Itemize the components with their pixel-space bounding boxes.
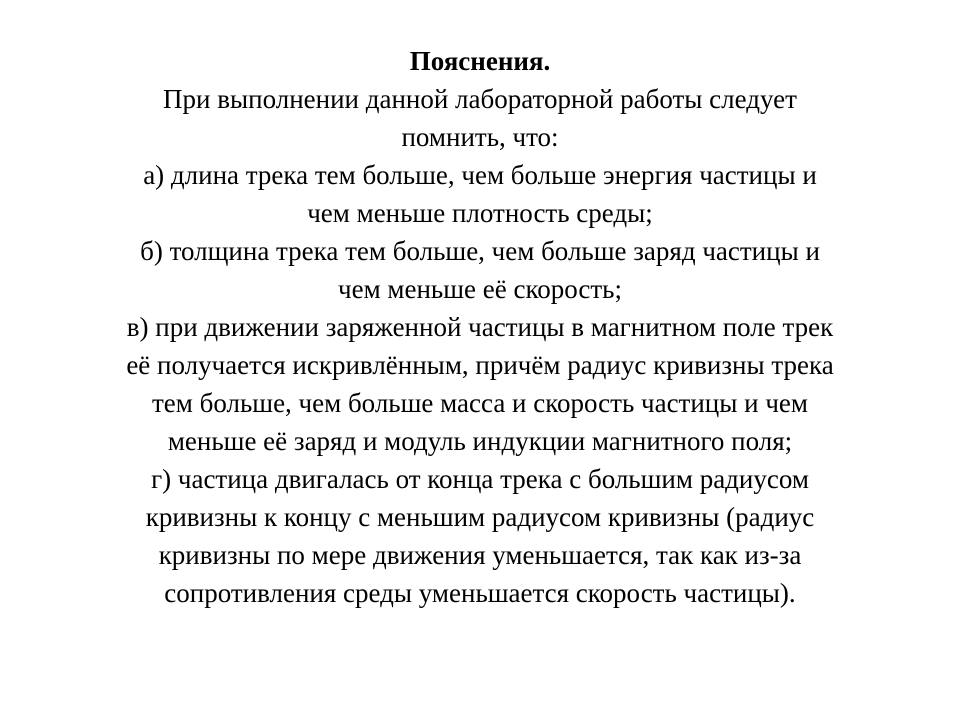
body-line-g-3: кривизны по мере движения уменьшается, так как из-за [158, 540, 802, 570]
body-line-g-2: кривизны к концу с меньшим радиусом кривизны (радиус [145, 502, 815, 532]
body-line-a-2: чем меньше плотность среды; [307, 198, 653, 228]
body-line-g-1: г) частица двигалась от конца трека с большим радиусом [151, 464, 809, 494]
body-line-v-1: в) при движении заряженной частицы в магнитном поле трек [126, 312, 834, 342]
body-line-v-4: меньше её заряд и модуль индукции магнитного поля; [167, 426, 793, 456]
body-line-b-2: чем меньше её скорость; [338, 274, 622, 304]
slide-body [0, 80, 960, 612]
body-line-v-3: тем больше, чем больше масса и скорость частицы и чем [151, 388, 808, 418]
body-line-b-1: б) толщина трека тем больше, чем больше заряд частицы и [140, 236, 820, 266]
body-line-a-1: а) длина трека тем больше, чем больше энергия частицы и [143, 160, 817, 190]
body-line-g-4: сопротивления среды уменьшается скорость частицы). [164, 578, 796, 608]
body-line-v-2: её получается искривлённым, причём радиус кривизны трека [126, 350, 834, 380]
body-line-intro-2: помнить, что: [401, 122, 559, 152]
slide-title: Пояснения. [409, 46, 551, 76]
body-line-intro-1: При выполнении данной лабораторной работы следует [163, 84, 797, 114]
